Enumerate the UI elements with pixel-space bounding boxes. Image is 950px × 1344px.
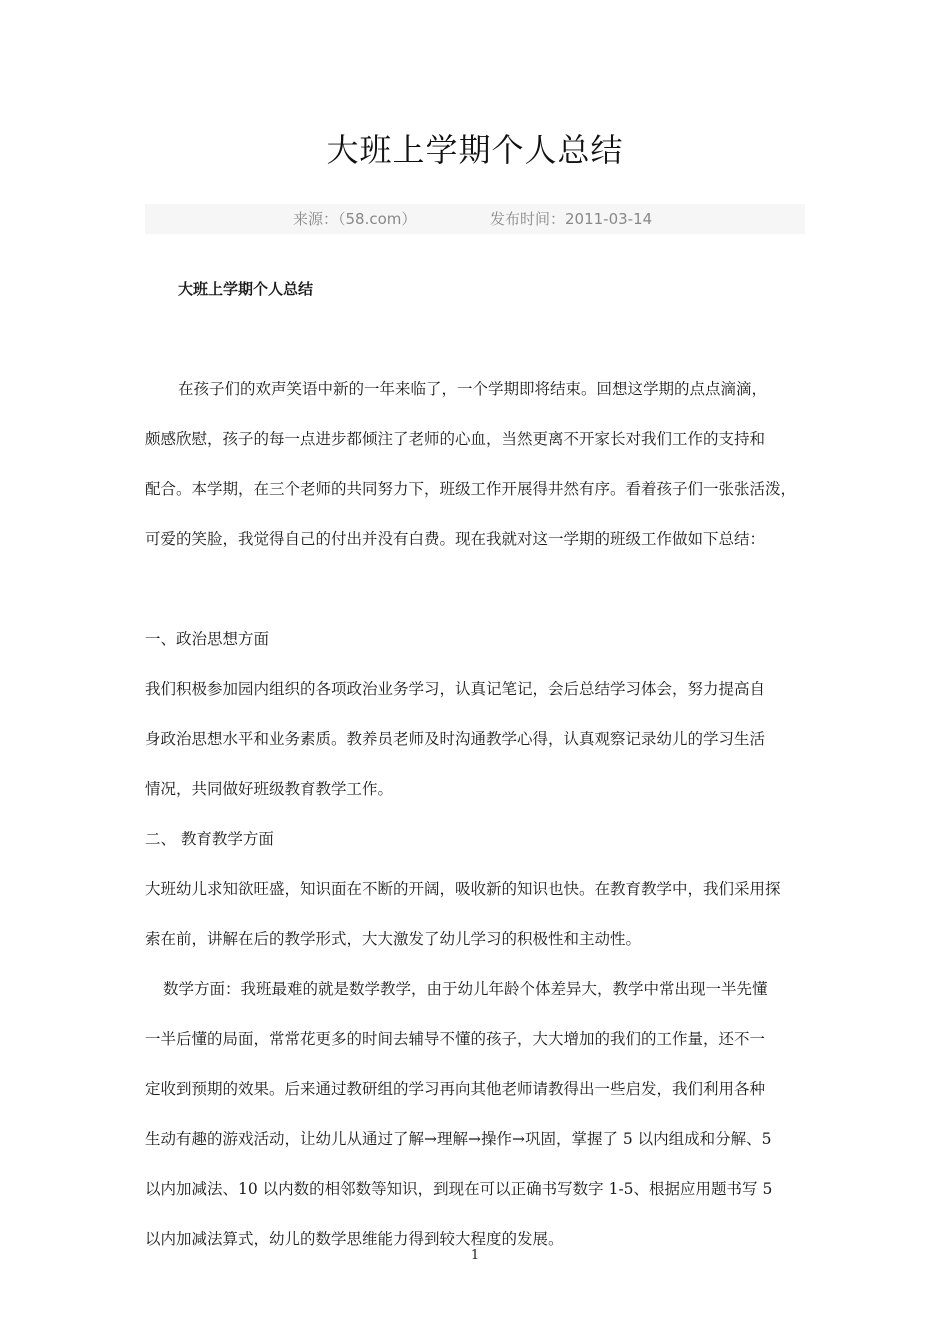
math-line: 以内加减法算式，幼儿的数学思维能力得到较大程度的发展。 bbox=[145, 1230, 564, 1248]
meta-bar bbox=[145, 204, 805, 234]
document-subtitle: 大班上学期个人总结 bbox=[178, 280, 314, 298]
section-line: 大班幼儿求知欲旺盛，知识面在不断的开阔，吸收新的知识也快。在教育教学中，我们采用探 bbox=[145, 880, 781, 898]
intro-line: 在孩子们的欢声笑语中新的一年来临了，一个学期即将结束。回想这学期的点点滴滴， bbox=[178, 380, 768, 398]
page-title: 大班上学期个人总结 bbox=[326, 131, 624, 169]
intro-line: 可爱的笑脸，我觉得自己的付出并没有白费。现在我就对这一学期的班级工作做如下总结： bbox=[145, 530, 766, 548]
page-number: 1 bbox=[470, 1248, 480, 1263]
section-line: 身政治思想水平和业务素质。教养员老师及时沟通教学心得，认真观察记录幼儿的学习生活 bbox=[145, 730, 766, 748]
math-line: 定收到预期的效果。后来通过教研组的学习再向其他老师请教得出一些启发，我们利用各种 bbox=[145, 1080, 766, 1098]
math-line: 生动有趣的游戏活动，让幼儿从通过了解→理解→操作→巩固，掌握了 5 以内组成和分解、5 bbox=[145, 1130, 772, 1148]
section-line: 情况，共同做好班级教育教学工作。 bbox=[145, 780, 394, 798]
intro-line: 颇感欣慰，孩子的每一点进步都倾注了老师的心血，当然更离不开家长对我们工作的支持和 bbox=[145, 430, 766, 448]
math-line: 一半后懂的局面，常常花更多的时间去辅导不懂的孩子，大大增加的我们的工作量，还不一 bbox=[145, 1030, 766, 1048]
section-heading-education: 二、 教育教学方面 bbox=[145, 830, 274, 848]
publish-time-label: 发布时间：2011-03-14 bbox=[490, 210, 653, 228]
source-label: 来源：（58.com） bbox=[293, 210, 417, 228]
intro-line: 配合。本学期，在三个老师的共同努力下，班级工作开展得井然有序。看着孩子们一张张活泼， bbox=[145, 480, 797, 498]
document-body bbox=[145, 264, 810, 1264]
section-heading-politics: 一、政治思想方面 bbox=[145, 630, 270, 648]
section-line: 我们积极参加园内组织的各项政治业务学习，认真记笔记，会后总结学习体会，努力提高自 bbox=[145, 680, 766, 698]
section-line: 索在前，讲解在后的教学形式，大大激发了幼儿学习的积极性和主动性。 bbox=[145, 930, 642, 948]
math-line: 以内加减法、10 以内数的相邻数等知识，到现在可以正确书写数字 1-5、根据应用题书写 5 bbox=[145, 1180, 773, 1198]
math-line: 数学方面：我班最难的就是数学教学，由于幼儿年龄个体差异大，教学中常出现一半先懂 bbox=[163, 980, 768, 998]
